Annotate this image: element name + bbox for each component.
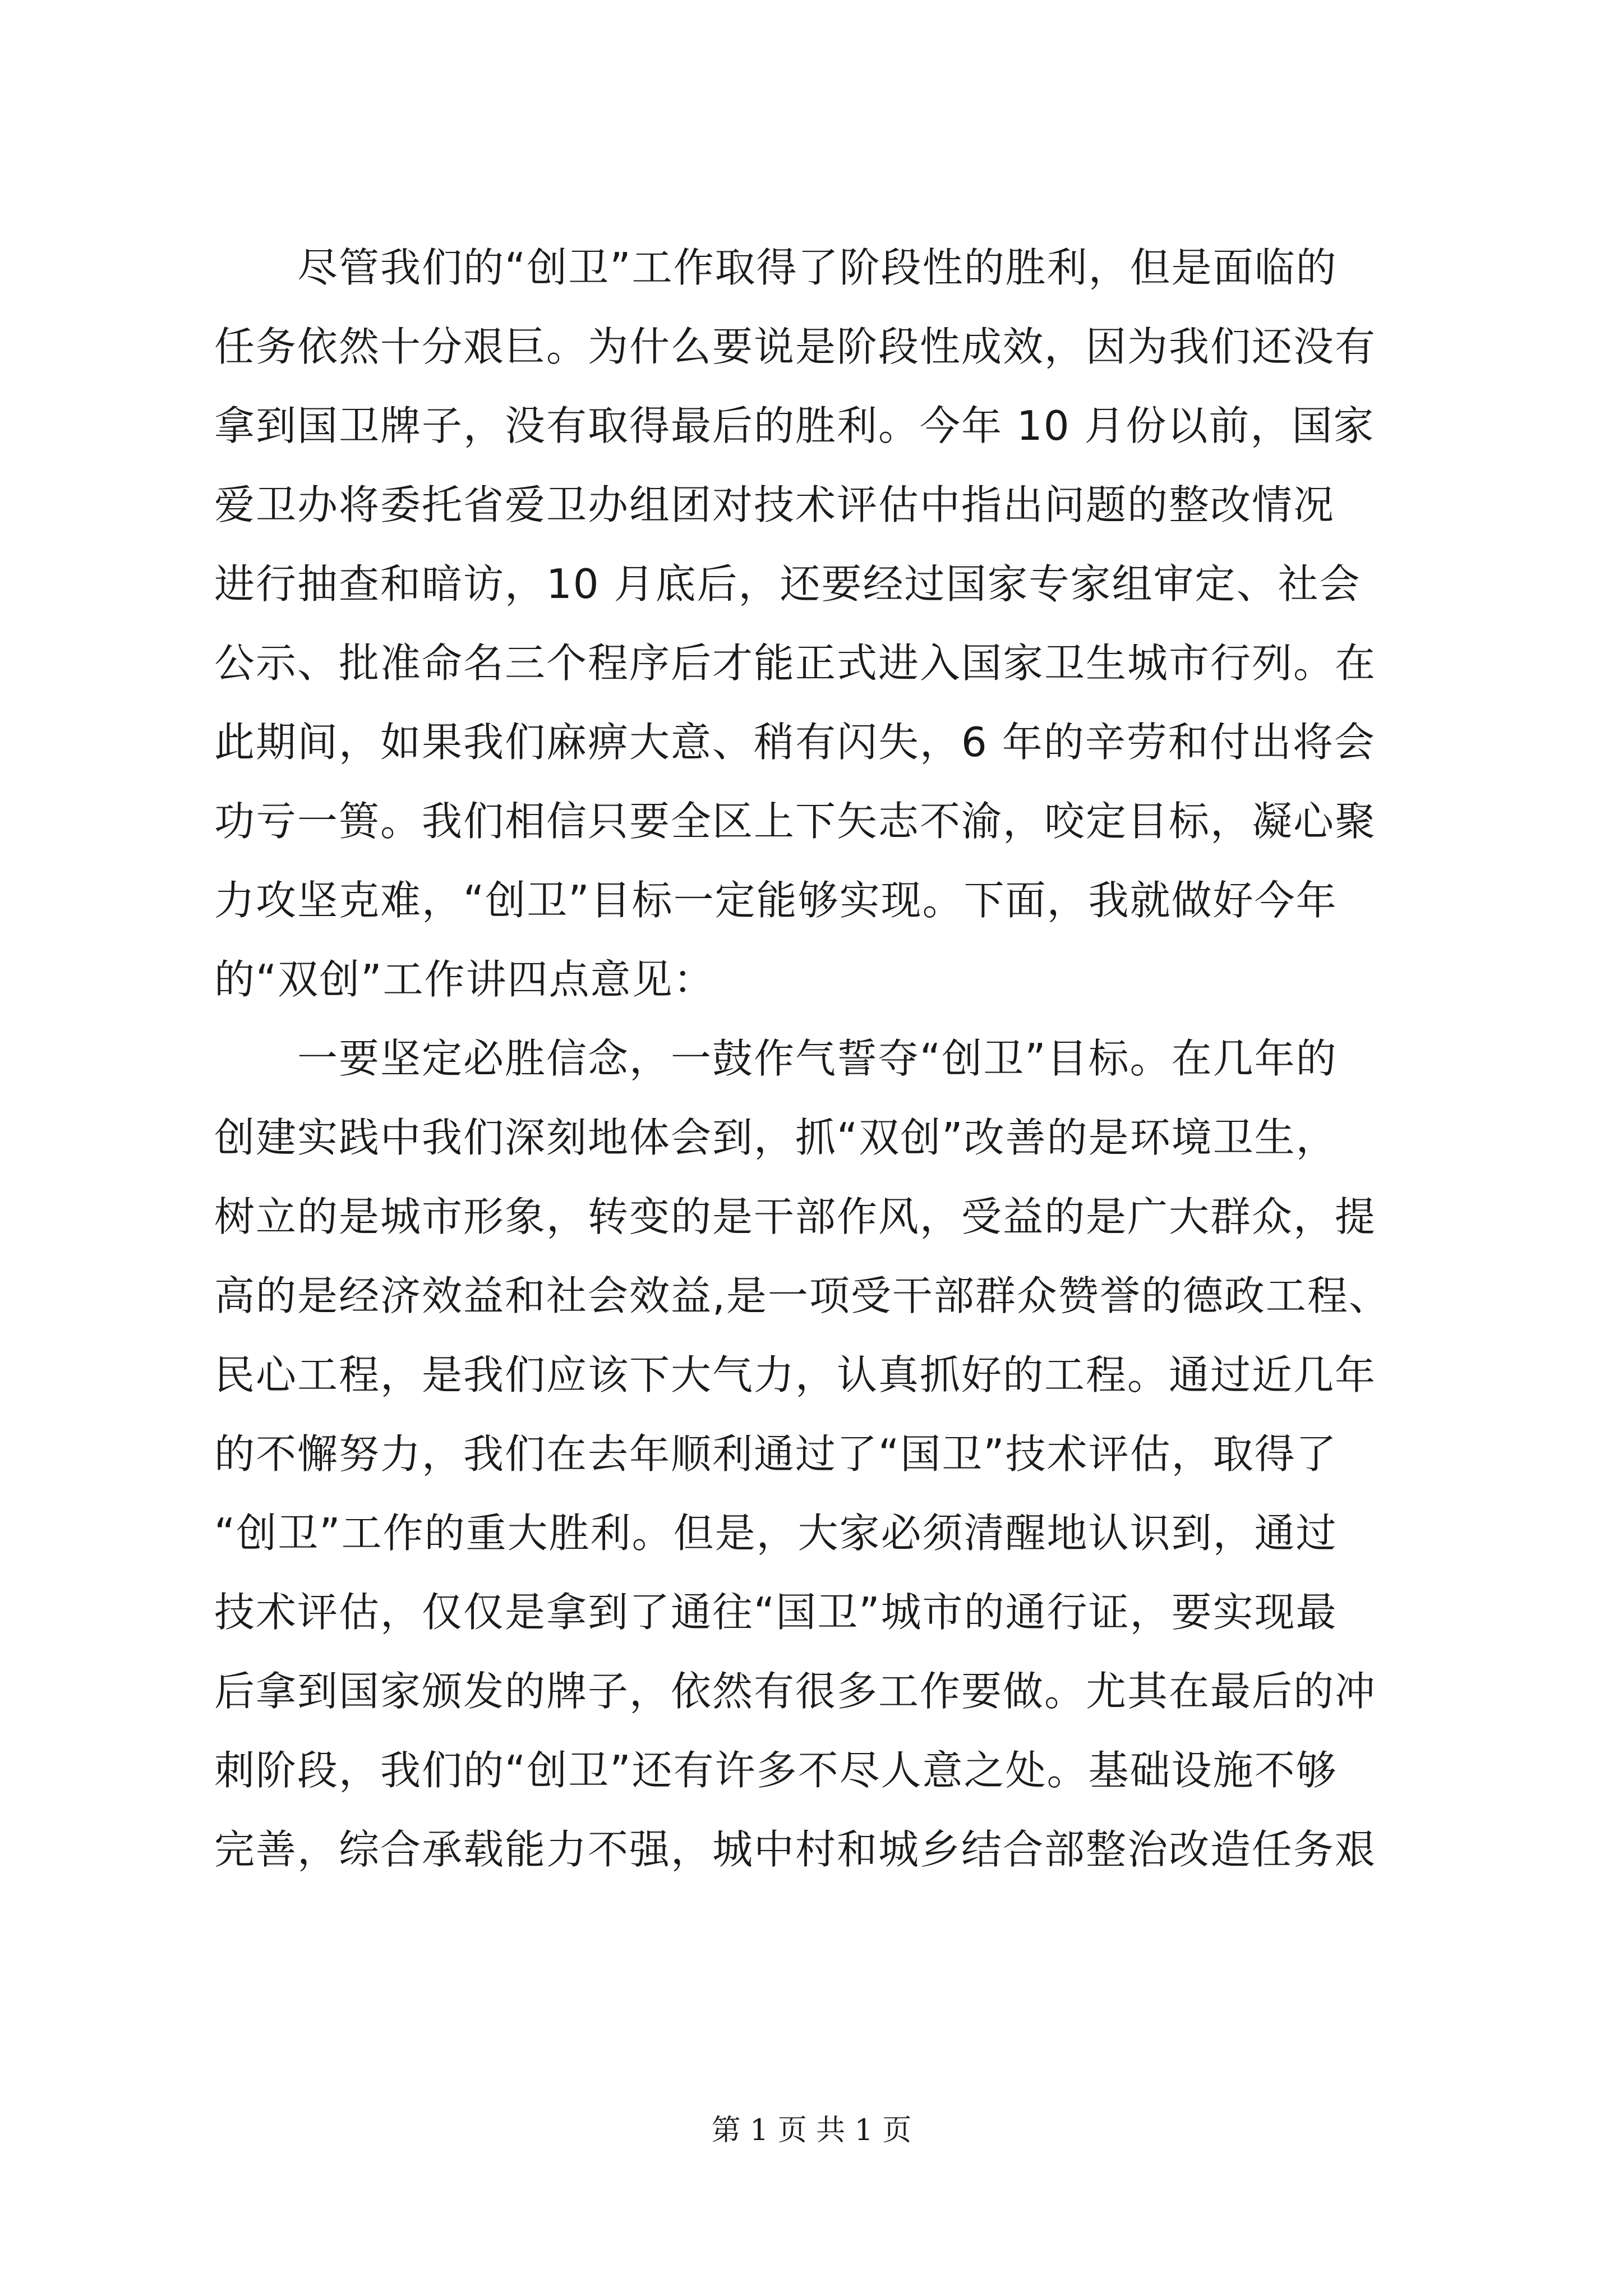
- text-line: 高的是经济效益和社会效益,是一项受干部群众赞誉的德政工程、: [214, 1272, 1390, 1319]
- text-line: 任务依然十分艰巨。为什么要说是阶段性成效，因为我们还没有: [214, 323, 1377, 370]
- text-line: 一要坚定必胜信念，一鼓作气誓夺“创卫”目标。在几年的: [214, 1034, 1338, 1082]
- text-line: 创建实践中我们深刻地体会到，抓“双创”改善的是环境卫生，: [214, 1114, 1338, 1161]
- text-line: 力攻坚克难，“创卫”目标一定能够实现。下面，我就做好今年: [214, 876, 1338, 924]
- text-line: 技术评估，仅仅是拿到了通往“国卫”城市的通行证，要实现最: [214, 1588, 1338, 1636]
- text-line: 树立的是城市形象，转变的是干部作风，受益的是广大群众，提: [214, 1193, 1377, 1240]
- page-footer: 第 1 页 共 1 页: [711, 2114, 912, 2147]
- text-line: 完善，综合承载能力不强，城中村和城乡结合部整治改造任务艰: [214, 1825, 1377, 1873]
- text-line: 尽管我们的“创卫”工作取得了阶段性的胜利，但是面临的: [214, 243, 1338, 291]
- text-line: 刺阶段，我们的“创卫”还有许多不尽人意之处。基础设施不够: [214, 1746, 1338, 1794]
- text-line: 公示、批准命名三个程序后才能正式进入国家卫生城市行列。在: [214, 639, 1377, 687]
- text-line: 的“双创”工作讲四点意见：: [214, 955, 715, 1003]
- text-line: 此期间，如果我们麻痹大意、稍有闪失，6 年的辛劳和付出将会: [214, 718, 1376, 766]
- text-line: 拿到国卫牌子，没有取得最后的胜利。今年 10 月份以前，国家: [214, 402, 1375, 449]
- text-line: 进行抽查和暗访，10 月底后，还要经过国家专家组审定、社会: [214, 560, 1361, 608]
- text-line: “创卫”工作的重大胜利。但是，大家必须清醒地认识到，通过: [214, 1509, 1338, 1557]
- text-line: 爱卫办将委托省爱卫办组团对技术评估中指出问题的整改情况: [214, 481, 1335, 528]
- body-text: [214, 224, 1426, 1885]
- text-line: 民心工程，是我们应该下大气力，认真抓好的工程。通过近几年: [214, 1351, 1377, 1398]
- text-line: 功亏一篑。我们相信只要全区上下矢志不渝，咬定目标，凝心聚: [214, 797, 1377, 845]
- text-line: 的不懈努力，我们在去年顺利通过了“国卫”技术评估，取得了: [214, 1430, 1338, 1478]
- text-line: 后拿到国家颁发的牌子，依然有很多工作要做。尤其在最后的冲: [214, 1667, 1377, 1715]
